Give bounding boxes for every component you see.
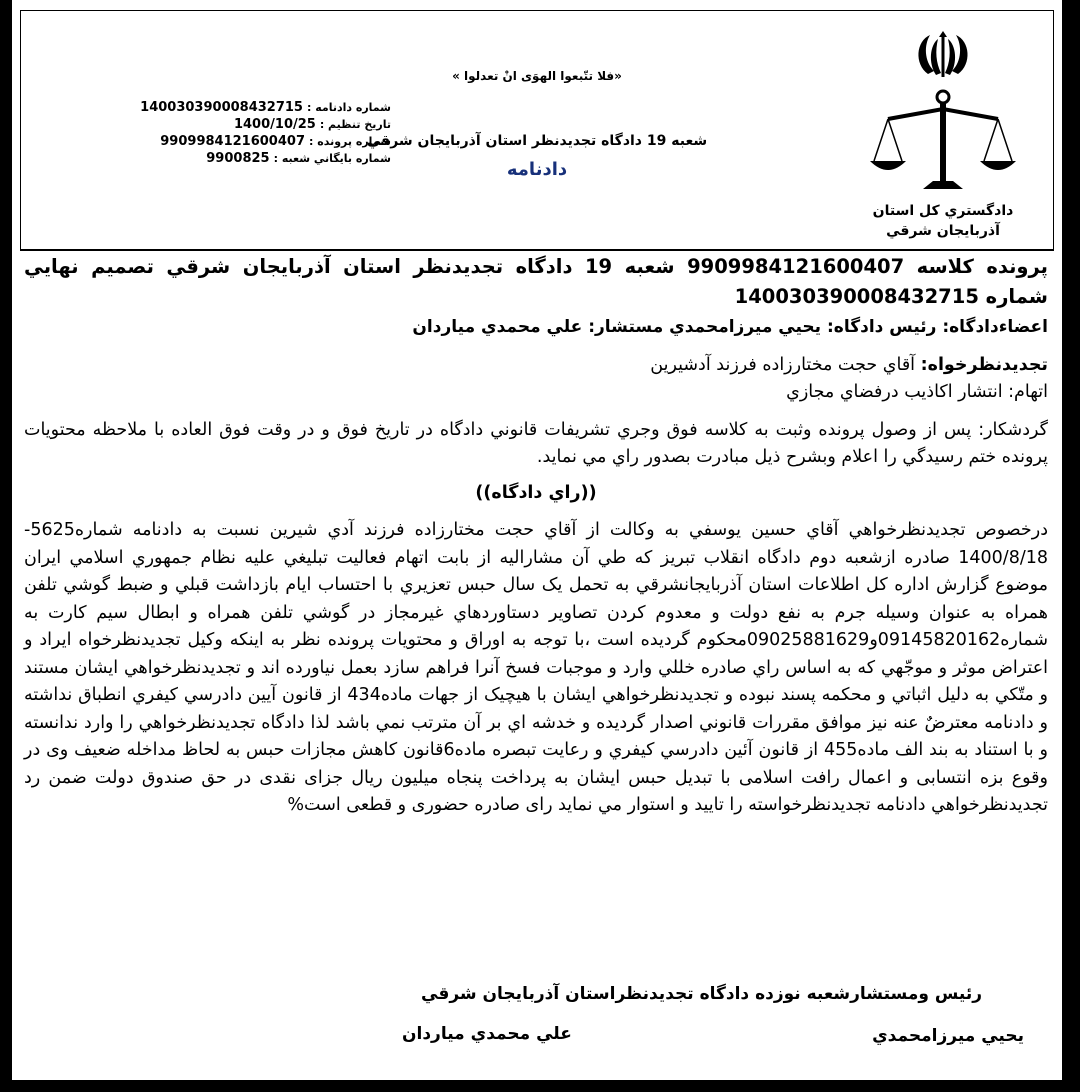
meta-value: 140030390008432715 [140, 100, 303, 115]
signature-advisor-judge: علي محمدي مياردان [402, 1024, 572, 1044]
iran-emblem-icon [908, 29, 978, 89]
charge-label: اتهام: [1008, 382, 1048, 402]
ruling-title: ((راي دادگاه)) [475, 482, 597, 503]
document-body [24, 252, 1048, 820]
meta-row [101, 116, 391, 133]
charge-value: انتشار اكاذيب درفضاي مجازي [786, 382, 1009, 402]
organization-name: دادگستري كل استان آذربايجان شرقي [872, 203, 1014, 239]
ruling-paragraph: درخصوص تجديدنظرخواهي آقاي حسين يوسفي به وكالت از آقاي حجت مختارزاده فرزند آدي شيرين نسبت به دادنامه شماره5625-1400/8/18 صادره ازشعبه دوم دادگاه انقلاب تبريز كه طي آن مشاراليه از بابت اتهام فعاليت تبليغي عليه نظام جمهوري اسلامي ايران موضوع گزارش اداره كل اطلاعات استان آذربايجانشرقي به تحمل يک سال حبس تعزيري با احتساب ايام بازداشت قبلي و ضبط گوشي تلفن همراه به عنوان وسيله جرم به نفع دولت و معدوم كردن تصاوير دستاوردهاي غيرمجاز در گوشي تلفن همراه و ابطال سيم كارت به شماره09145820162و09025881629محكوم گرديده است ،با توجه به اوراق و محتويات پرونده نظر به اينكه وكيل تجديدنظرخواه ايراد و اعتراض موثر و موجّهي كه به اساس راي صادره خللي وارد و موجبات فسخ آنرا فراهم سازد بعمل نياورده اند و تجديدنظرخواهي ايشان مستند و متّكي به دليل اثباتي و محكمه پسند نبوده و تجديدنظرخواهي ايشان با هيچيک از جهات ماده434 از قانون آيين دادرسي كيفري انطباق نداشته و دادنامه معترضٌ عنه نيز موافق مقررات قانوني اصدار گرديده و خدشه اي بر آن مترتب نمي باشد لذا دادگاه تجديدنظرخواهي را وارد ندانسته و با استناد به بند الف ماده455 از قانون آئين دادرسي كيفري و رعايت تبصره ماده6قانون كاهش مجازات حبس به لحاظ مداخله ضعيف وی در وقوع بزه انتسابی و اعمال رافت اسلامی با تبدیل حبس ایشان به پرداخت پنجاه میلیون ریال جزای نقدی در حق صندوق دولت ضمن رد تجديدنظرخواهي دادنامه تجديدنظرخواسته را تاييد و استوار مي نمايد رای صادره حضوری و قطعی است% [24, 520, 1048, 815]
meta-value: 9900825 [206, 151, 270, 166]
meta-row [101, 99, 391, 116]
meta-row [101, 133, 391, 150]
meta-row [101, 150, 391, 167]
signature-title: رئيس ومستشارشعبه نوزده دادگاه تجديدنظراستان آذربايجان شرقي [421, 984, 982, 1004]
charge-line [24, 379, 1048, 407]
appellant-line [24, 352, 1048, 380]
court-members: اعضاءدادگاه: رئيس دادگاه: يحيي ميرزامحمدي مستشار: علي محمدي مياردان [412, 317, 1048, 337]
motto: «فلا تتّبعوا الهوَی انْ تعدلوا » [452, 69, 622, 83]
emblem-block [863, 29, 1023, 241]
scales-of-justice-icon [868, 89, 1018, 199]
meta-label: شماره بايگاني شعبه : [273, 152, 391, 165]
meta-value: 9909984121600407 [160, 134, 305, 149]
document-meta [101, 99, 391, 167]
meta-label: شماره پرونده : [309, 135, 391, 148]
branch-name: شعبه 19 دادگاه تجديدنظر استان آذربايجان شرقي [366, 133, 708, 149]
court-verdict-page [12, 0, 1062, 1080]
header-frame [20, 10, 1054, 251]
appellant-label: تجديدنظرخواه: [920, 354, 1048, 375]
case-heading: پرونده كلاسه 9909984121600407 شعبه 19 دادگاه تجديدنظر استان آذربايجان شرقي تصميم نهايي شماره 140030390008432715 [24, 255, 1048, 308]
meta-value: 1400/10/25 [233, 117, 316, 132]
meta-label: تاريخ تنظيم : [319, 118, 391, 131]
procedure-paragraph: گردشكار: پس از وصول پرونده وثبت به كلاسه فوق وجري تشريفات قانوني دادگاه در تاريخ فوق و در وقت فوق العاده با ملاحظه محتويات پرونده ختم رسيدگي را اعلام وبشرح ذيل مبادرت بصدور راي مي نمايد. [24, 419, 1048, 467]
document-title: دادنامه [506, 159, 568, 180]
meta-label: شماره دادنامه : [306, 101, 391, 114]
appellant-value: آقاي حجت مختارزاده فرزند آدشيرين [650, 354, 921, 375]
signature-chief-judge: يحيي ميرزامحمدي [872, 1026, 1024, 1046]
